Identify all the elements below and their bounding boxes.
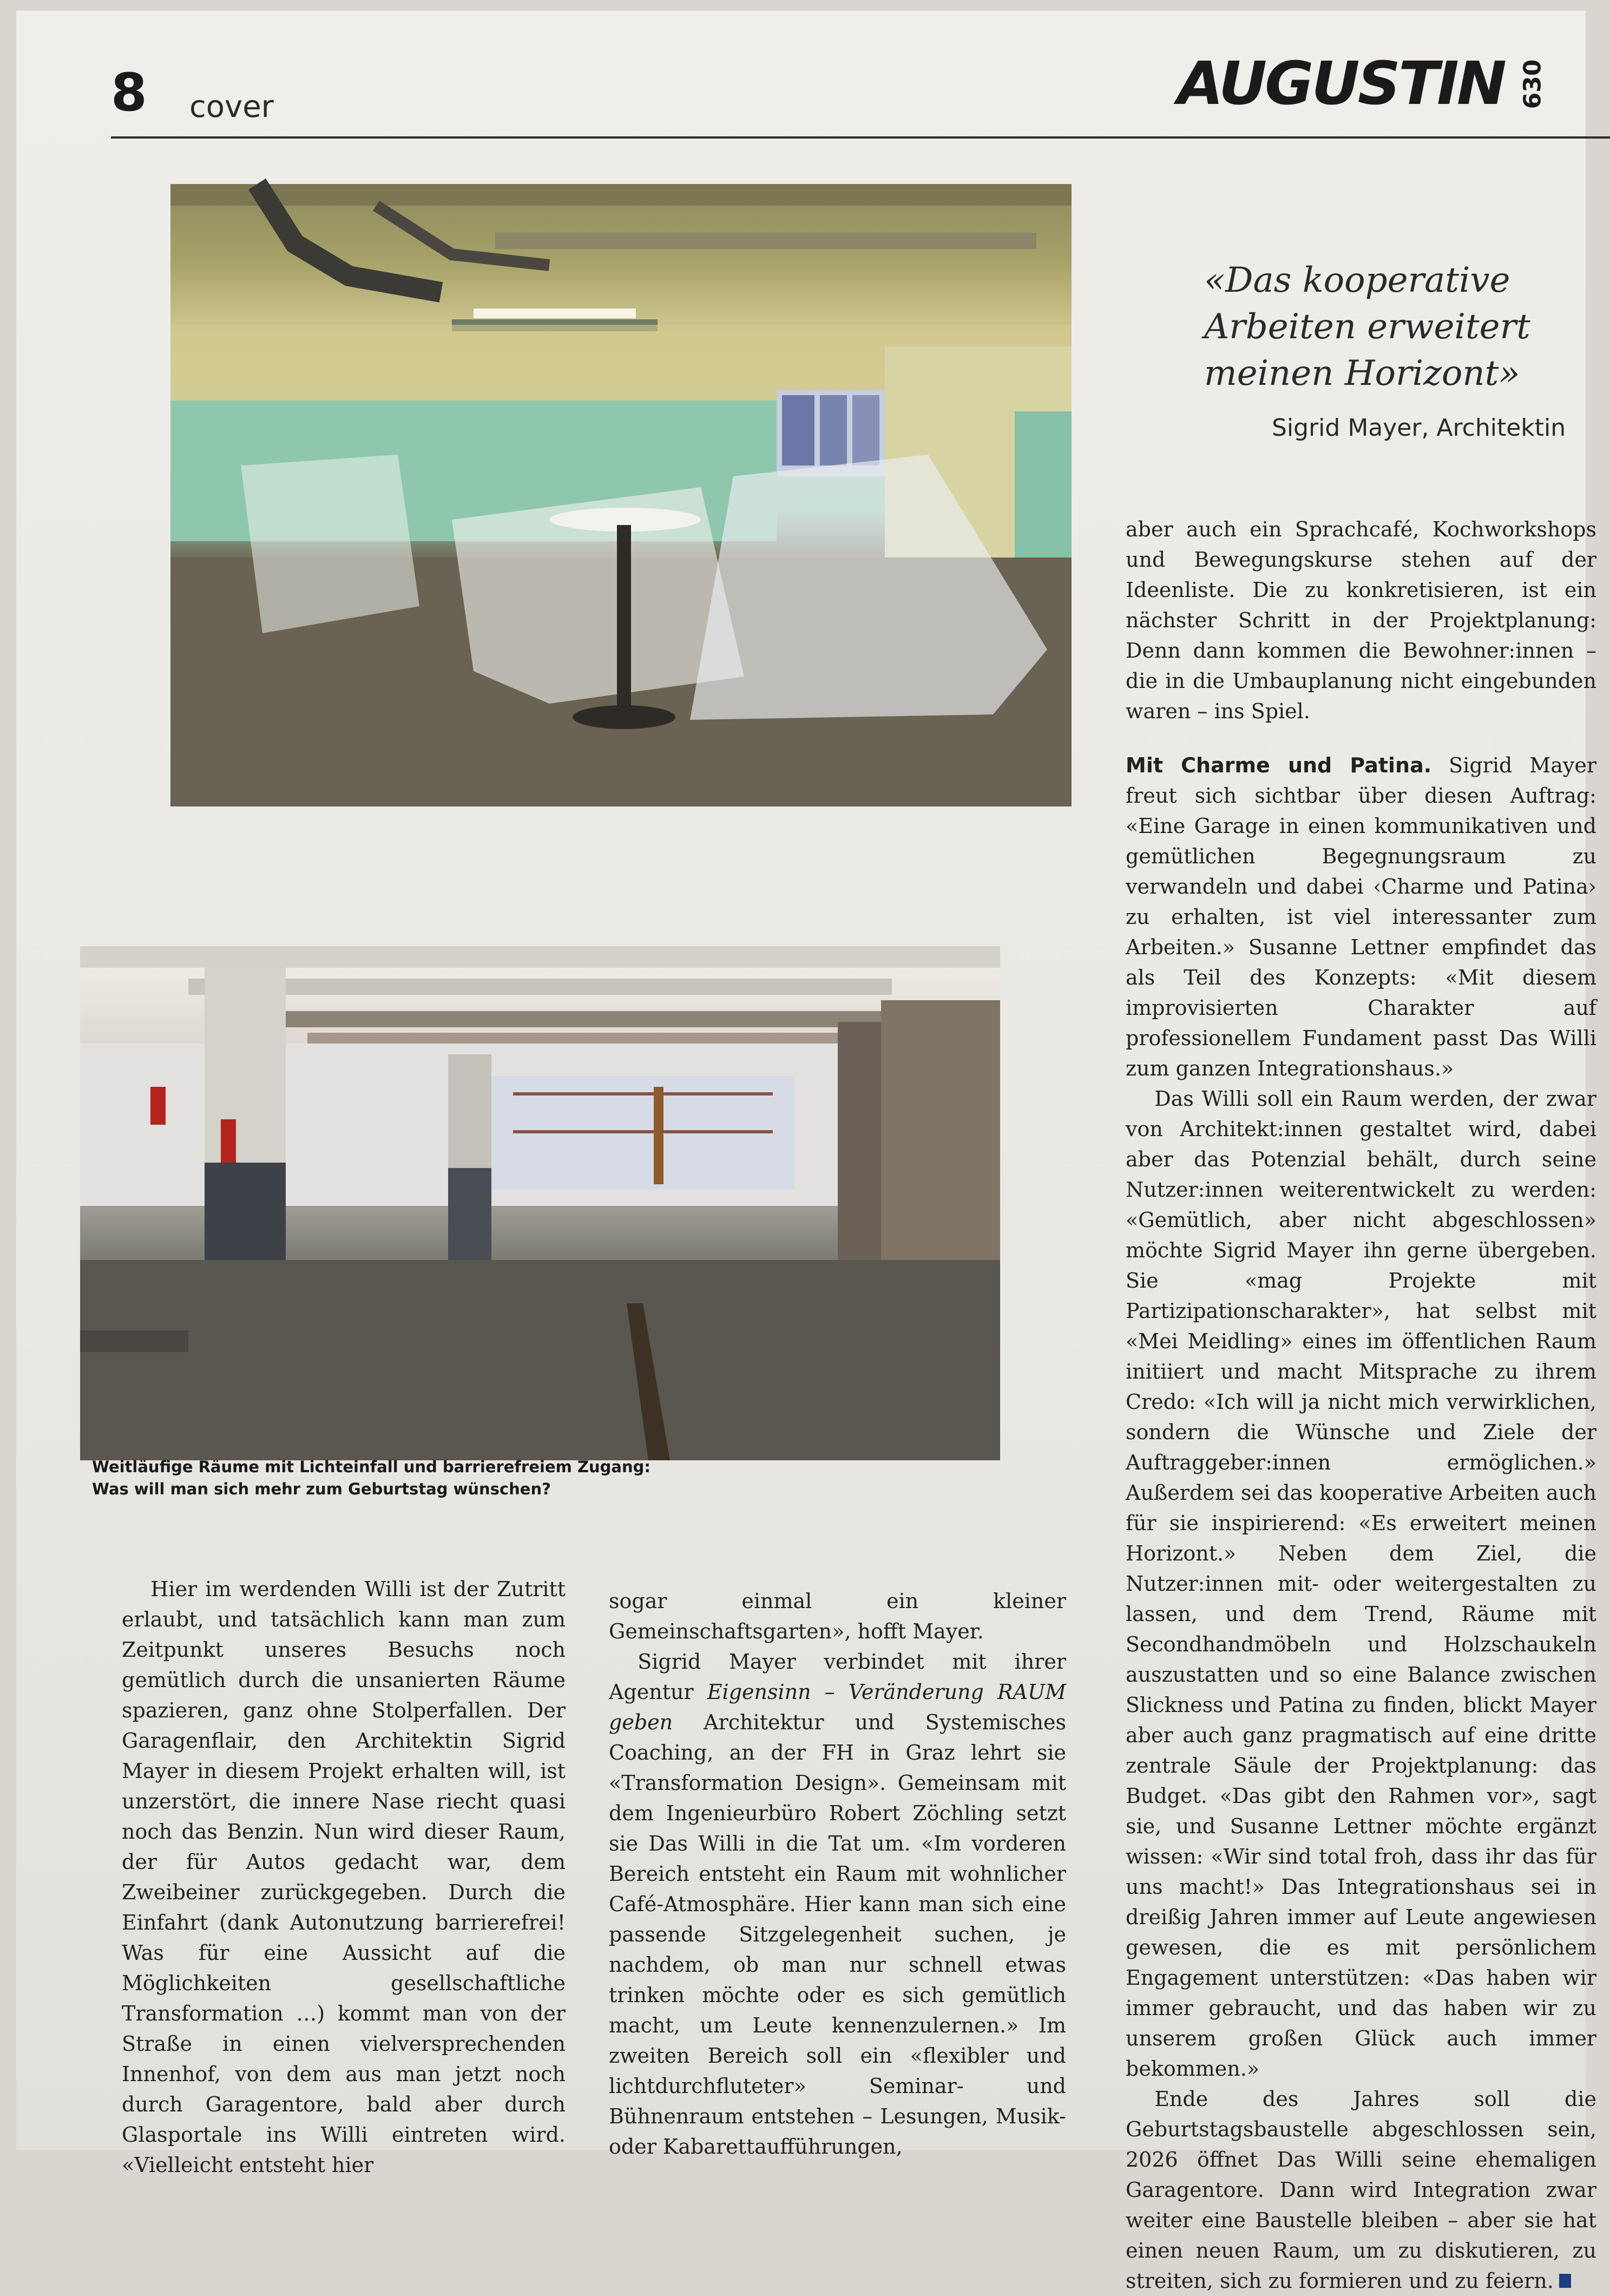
article-paragraph: Hier im werdenden Willi ist der Zutritt erlaubt, und tatsächlich kann man zum Zeitpunkt unseres Besuchs noch gemütlich durch die unsanierten Räume spazieren, ganz ohne Stolperfallen. Der Garagenflair, den Architektin Sigrid Mayer in diesem Projekt erhalten will, ist unzerstört, die innere Nase riecht quasi noch das Benzin. Nun wird dieser Raum, der für Autos gedacht war, dem Zweibeiner zurückgegeben. Durch die Einfahrt (dank Autonutzung barrierefrei! Was für eine Aussicht auf die Möglichkeiten gesellschaftliche Transformation …) kommt man von der Straße in einen vielversprechenden Innenhof, von dem aus man jetzt noch durch Garagentore, bald aber durch Glasportale ins Willi eintreten wird. «Vielleicht entsteht hier	[122, 1577, 566, 2177]
masthead-logo: AUGUSTIN	[1177, 49, 1504, 118]
photo-caption-line-2: Was will man sich mehr zum Geburtstag wünschen?	[92, 1480, 551, 1498]
photo-storage-room-image	[170, 184, 1072, 806]
article-paragraph-final	[1126, 2084, 1596, 2296]
photo-storage-room	[170, 184, 1072, 806]
magazine-page	[16, 11, 1596, 2293]
article-paragraph	[609, 1646, 1066, 2162]
agency-name: Eigensinn – Veränderung RAUM geben	[609, 1680, 1067, 1734]
photo-garage-hall-image	[80, 816, 1000, 1460]
runin-heading: Mit Charme und Patina.	[1126, 753, 1432, 777]
article-paragraph: aber auch ein Sprachcafé, Kochworkshops und Bewegungskurse stehen auf der Ideenliste. Die zu konkretisieren, ist ein nächster Schritt in der Projektplanung: Denn dann kommen die Bewohner:innen – die in die Umbauplanung nicht eingebunden waren – ins Spiel.	[1126, 517, 1596, 723]
photo-caption	[92, 1456, 796, 1500]
article-text: Sigrid Mayer verbindet mit ihrer Agentur	[609, 1650, 1066, 1704]
section-label: cover	[189, 89, 274, 124]
article-paragraph: sogar einmal ein kleiner Gemeinschaftsgarten», hofft Mayer.	[609, 1589, 1066, 1643]
article-text: Architektur und Systemisches Coaching, an der FH in Graz lehrt sie «Transformation Design». Gemeinsam mit dem Ingenieurbüro Robert Zöchling setzt sie Das Willi in die Tat um. «Im vorderen Bereich entsteht ein Raum mit wohnlicher Café-Atmosphäre. Hier kann man sich eine passende Sitzgelegenheit suchen, je nachdem, ob man nur schnell etwas trinken möchte oder es sich gemütlich macht, um Leute kennenzulernen.» Im zweiten Bereich soll ein «flexibler und lichtdurchfluteter» Seminar- und Bühnenraum entstehen – Lesungen, Musik- oder Kabarettaufführungen,	[609, 1710, 1066, 2159]
article-paragraph-runin	[1126, 750, 1596, 1084]
article-paragraph-text: Ende des Jahres soll die Geburtstagsbaustelle abgeschlossen sein, 2026 öffnet Das Willi seine ehemaligen Garagentore. Dann wird Integration zwar weiter eine Baustelle bleiben – aber sie hat einen neuen Raum, um zu diskutieren, zu streiten, sich zu formieren und zu feiern.	[1126, 2087, 1596, 2293]
photo-caption-line-1: Weitläufige Räume mit Lichteinfall und barrierefreiem Zugang:	[92, 1458, 650, 1476]
article-paragraph: Das Willi soll ein Raum werden, der zwar von Architekt:innen gestaltet wird, dabei aber das Potenzial behält, durch seine Nutzer:innen weiterentwickelt zu werden: «Gemütlich, aber nicht abgeschlossen» möchte Sigrid Mayer ihn gerne übergeben. Sie «mag Projekte mit Partizipationscharakter», hat selbst mit «Mei Meidling» eines im öffentlichen Raum initiiert und macht Mitsprache zu ihrem Credo: «Ich will ja nicht mich verwirklichen, sondern die Wünsche und Ziele der Auftraggeber:innen ermöglichen.» Außerdem sei das kooperative Arbeiten auch für sie inspirierend: «Es erweitert meinen Horizont.» Neben dem Ziel, die Nutzer:innen mit- oder weitergestalten zu lassen, und dem Trend, Räume mit Secondhandmöbeln und Holzschaukeln auszustatten und so eine Balance zwischen Slickness und Patina zu finden, blickt Mayer aber auch ganz pragmatisch auf eine dritte zentrale Säule der Projektplanung: das Budget. «Das gibt den Rahmen vor», sagt sie, und Susanne Lettner möchte ergänzt wissen: «Wir sind total froh, dass ihr das für uns macht!» Das Integrationshaus sei in dreißig Jahren immer auf Leute angewiesen gewesen, die es mit persönlichem Engagement unterstützen: «Das haben wir immer gebraucht, und das haben wir zu unserem großen Glück auch immer bekommen.»	[1126, 1087, 1596, 2081]
page-number: 8	[111, 62, 147, 123]
pull-quote-author: Sigrid Mayer, Architektin	[1272, 414, 1566, 442]
header-rule	[111, 136, 1610, 139]
article-column-left	[122, 1574, 566, 2180]
article-column-middle	[609, 1586, 1066, 2162]
photo-garage-hall	[80, 816, 1000, 1460]
end-of-article-mark	[1559, 2274, 1571, 2288]
issue-number: 630	[1519, 59, 1547, 109]
article-column-right	[1126, 514, 1596, 2296]
pull-quote: «Das kooperative Arbeiten erweitert meinen Horizont»	[1204, 260, 1530, 393]
article-paragraph-text: Sigrid Mayer freut sich sichtbar über diesen Auftrag: «Eine Garage in einen kommunikativen und gemütlichen Begegnungsraum zu verwandeln und dabei ‹Charme und Patina› zu erhalten, ist viel interessanter zum Arbeiten.» Susanne Lettner empfindet das als Teil des Konzepts: «Mit diesem improvisierten Charakter auf professionellem Fundament passt Das Willi zum ganzen Integrationshaus.»	[1126, 753, 1596, 1080]
